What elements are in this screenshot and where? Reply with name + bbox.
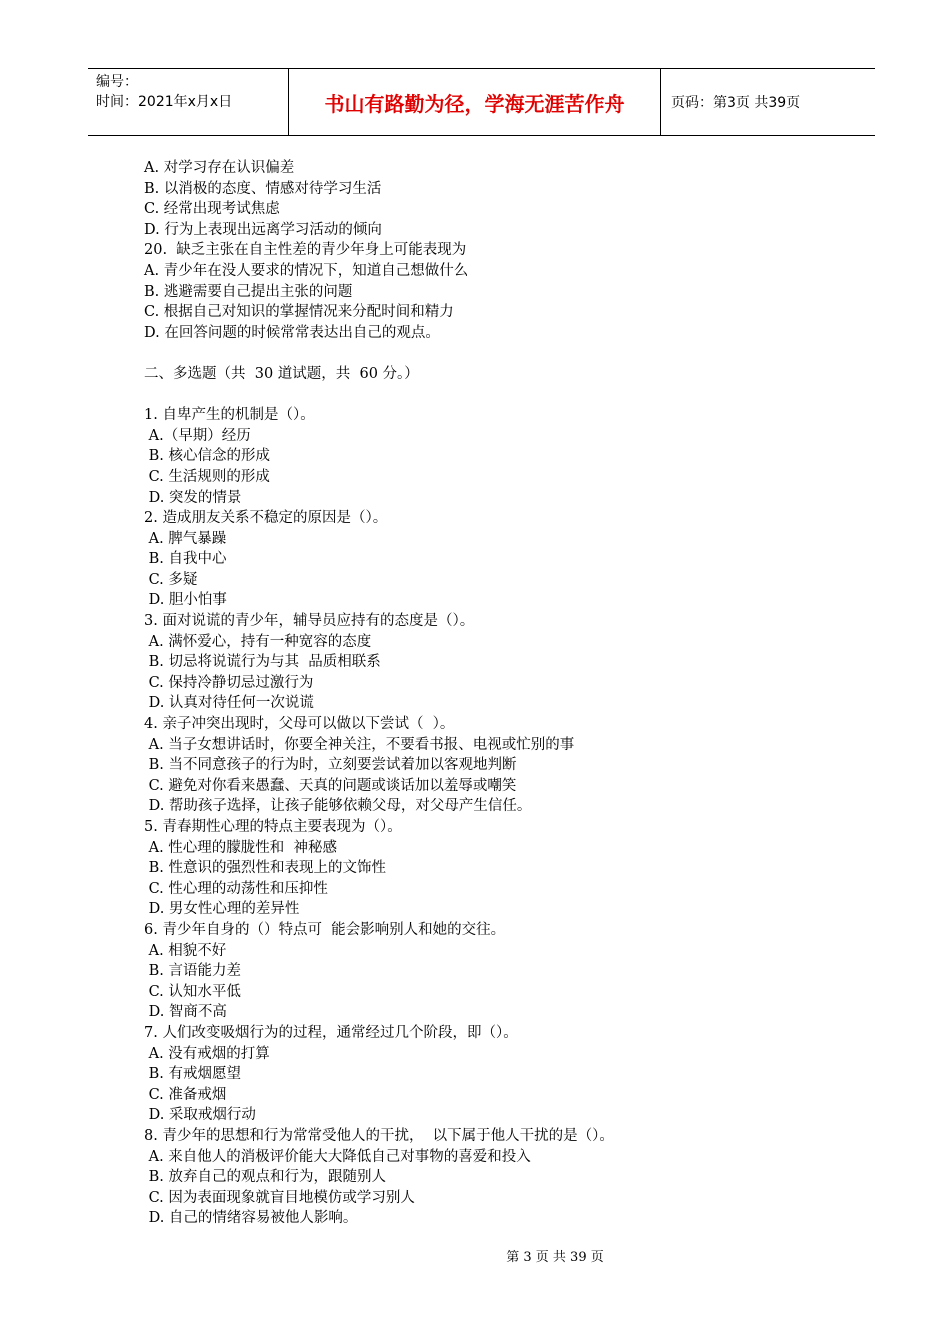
header-page-info: 页码：第3页 共39页 <box>671 95 801 111</box>
text-line: B. 以消极的态度、情感对待学习生活 <box>144 180 382 197</box>
header-motto: 书山有路勤为径，学海无涯苦作舟 <box>288 69 661 135</box>
answer-option: C. 避免对你看来愚蠢、天真的问题或谈话加以羞辱或嘲笑 <box>144 777 517 794</box>
answer-option: A.（早期）经历 <box>144 427 251 444</box>
document-body <box>144 158 864 1229</box>
answer-option: B. 自我中心 <box>144 551 227 568</box>
text-line: 20. 缺乏主张在自主性差的青少年身上可能表现为 <box>144 242 467 259</box>
question-stem: 1. 自卑产生的机制是（）。 <box>144 407 315 424</box>
number-label: 编号： <box>96 74 138 90</box>
text-line: B. 逃避需要自己提出主张的问题 <box>144 283 353 300</box>
answer-option: B. 性意识的强烈性和表现上的文饰性 <box>144 860 386 877</box>
answer-option: A. 没有戒烟的打算 <box>144 1045 270 1062</box>
answer-option: B. 放弃自己的观点和行为，跟随别人 <box>144 1169 386 1186</box>
page-footer: 第 3 页 共 39 页 <box>506 1250 604 1265</box>
header-meta <box>88 69 288 135</box>
page-header <box>88 68 875 136</box>
text-line: A. 对学习存在认识偏差 <box>144 160 295 176</box>
text-line: C. 根据自己对知识的掌握情况来分配时间和精力 <box>144 304 454 321</box>
answer-option: A. 相貌不好 <box>144 942 227 959</box>
question-stem: 2. 造成朋友关系不稳定的原因是（）。 <box>144 510 388 527</box>
answer-option: C. 性心理的动荡性和压抑性 <box>144 880 328 897</box>
answer-option: A. 性心理的朦胧性和 神秘感 <box>144 839 338 856</box>
answer-option: B. 言语能力差 <box>144 963 241 980</box>
text-line: D. 在回答问题的时候常常表达出自己的观点。 <box>144 324 440 341</box>
question-stem: 4. 亲子冲突出现时，父母可以做以下尝试（ ）。 <box>144 716 455 733</box>
answer-option: C. 认知水平低 <box>144 983 241 1000</box>
answer-option: C. 多疑 <box>144 571 198 588</box>
answer-option: A. 来自他人的消极评价能大大降低自己对事物的喜爱和投入 <box>144 1148 531 1165</box>
answer-option: C. 生活规则的形成 <box>144 468 270 485</box>
answer-option: D. 男女性心理的差异性 <box>144 901 300 918</box>
answer-option: A. 满怀爱心，持有一种宽容的态度 <box>144 633 372 650</box>
question-stem: 3. 面对说谎的青少年，辅导员应持有的态度是（）。 <box>144 613 475 630</box>
answer-option: A. 脾气暴躁 <box>144 530 227 547</box>
answer-option: D. 突发的情景 <box>144 489 242 506</box>
text-line: D. 行为上表现出远离学习活动的倾向 <box>144 221 382 238</box>
spacer <box>144 343 864 364</box>
question-stem: 7. 人们改变吸烟行为的过程，通常经过几个阶段，即（）。 <box>144 1024 518 1041</box>
answer-option: D. 采取戒烟行动 <box>144 1107 256 1124</box>
intro-lines <box>144 158 864 343</box>
answer-option: B. 有戒烟愿望 <box>144 1066 241 1083</box>
question-stem: 5. 青春期性心理的特点主要表现为（）。 <box>144 819 402 835</box>
spacer <box>144 385 864 406</box>
answer-option: D. 帮助孩子选择，让孩子能够依赖父母，对父母产生信任。 <box>144 798 532 815</box>
question-list <box>144 405 864 1229</box>
answer-option: C. 保持冷静切忌过激行为 <box>144 674 314 691</box>
answer-option: D. 胆小怕事 <box>144 592 227 609</box>
answer-option: B. 核心信念的形成 <box>144 448 270 465</box>
question-stem: 8. 青少年的思想和行为常常受他人的干扰， 以下属于他人干扰的是（）。 <box>144 1127 614 1144</box>
time-label: 时间：2021年x月x日 <box>96 94 233 110</box>
section-title: 二、多选题（共 30 道试题，共 60 分。） <box>144 365 419 382</box>
answer-option: C. 因为表面现象就盲目地模仿或学习别人 <box>144 1189 415 1206</box>
answer-option: A. 当子女想讲话时，你要全神关注，不要看书报、电视或忙别的事 <box>144 736 575 753</box>
answer-option: D. 认真对待任何一次说谎 <box>144 695 314 712</box>
text-line: A. 青少年在没人要求的情况下，知道自己想做什么 <box>144 262 469 279</box>
answer-option: D. 智商不高 <box>144 1004 227 1021</box>
answer-option: B. 切忌将说谎行为与其 品质相联系 <box>144 654 381 671</box>
answer-option: D. 自己的情绪容易被他人影响。 <box>144 1210 358 1227</box>
text-line: C. 经常出现考试焦虑 <box>144 201 280 218</box>
answer-option: C. 准备戒烟 <box>144 1086 227 1103</box>
answer-option: B. 当不同意孩子的行为时，立刻要尝试着加以客观地判断 <box>144 757 517 774</box>
question-stem: 6. 青少年自身的（）特点可 能会影响别人和她的交往。 <box>144 921 506 938</box>
